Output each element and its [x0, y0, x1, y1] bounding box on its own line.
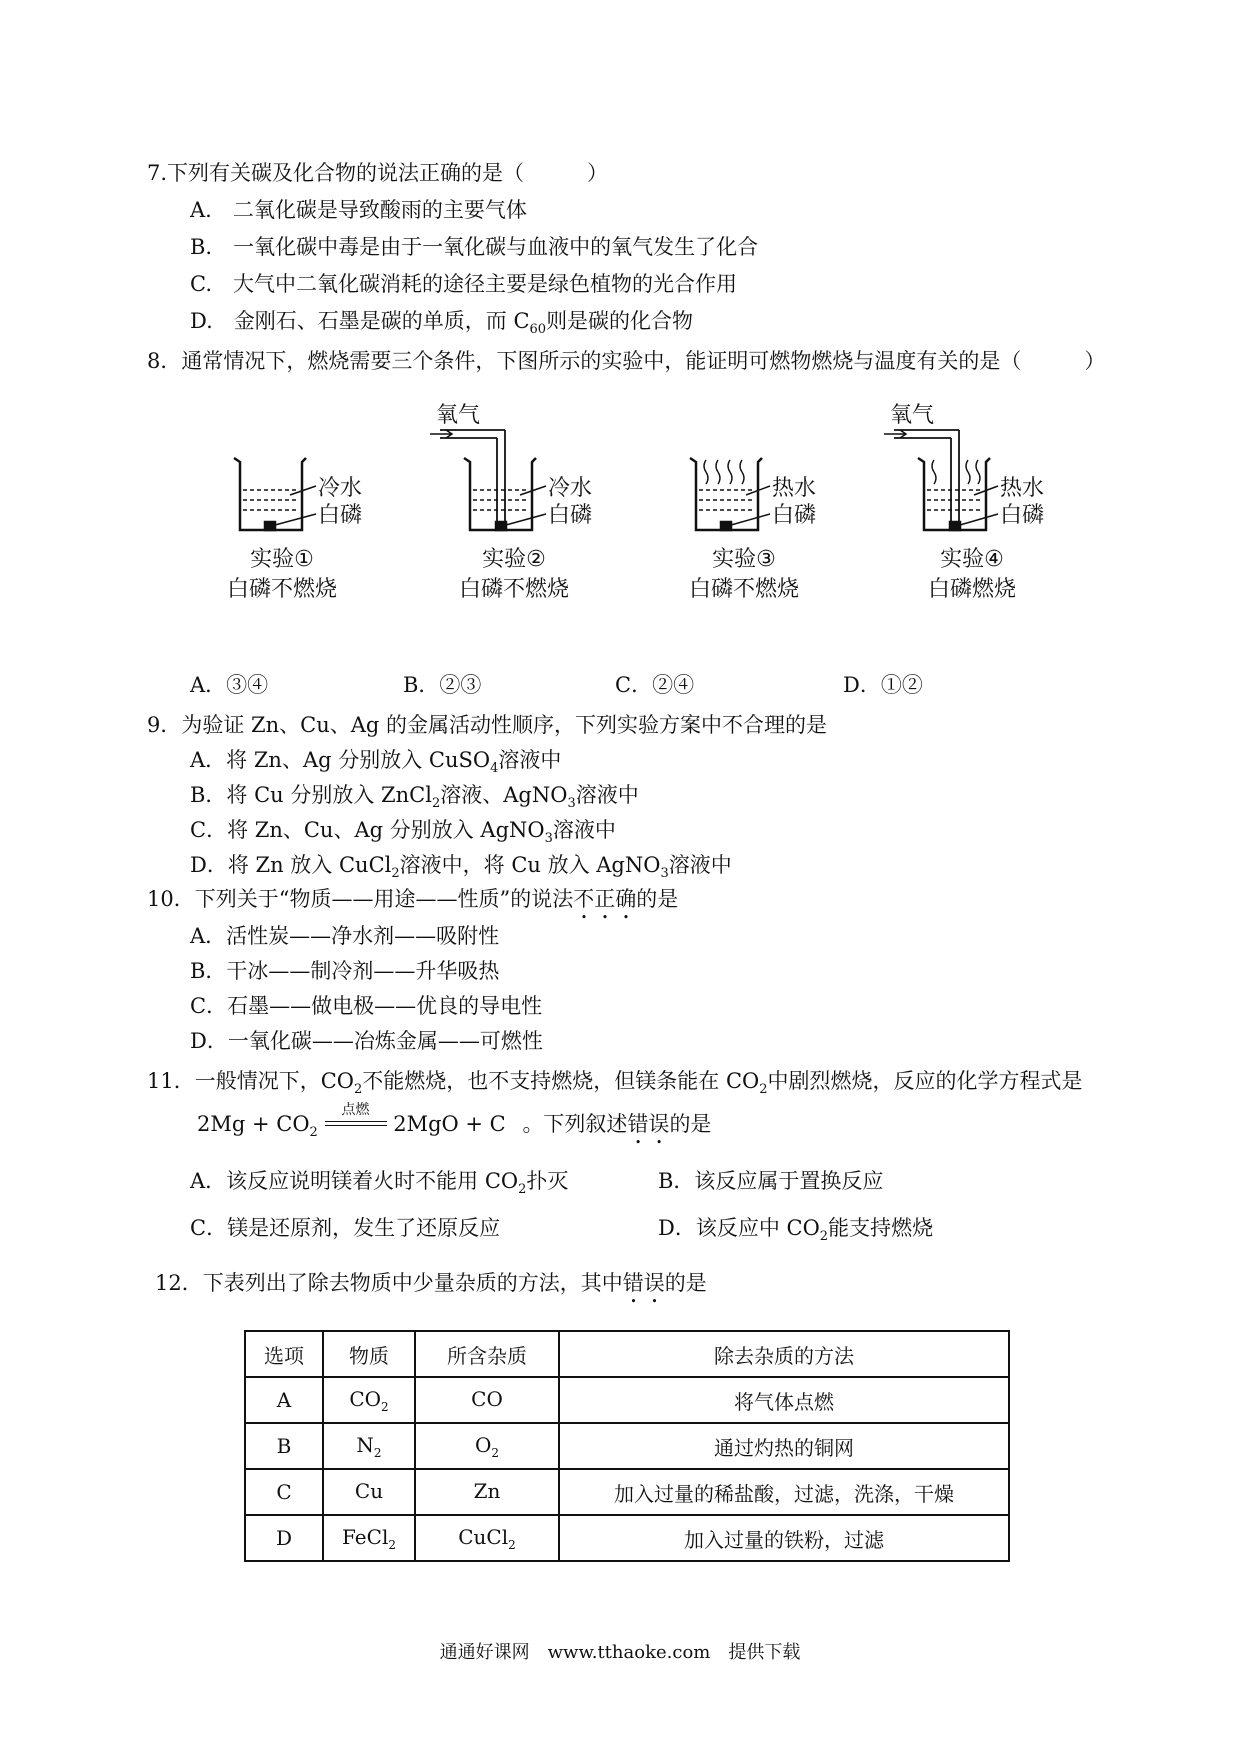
table-row: D FeCl$_2$ CuCl$_2$ 加入过量的铁粉，过滤 — [245, 1515, 1009, 1561]
q9-option-b: B．将 Cu 分别放入 ZnCl$_2$溶液、AgNO$_3$溶液中 — [190, 783, 639, 812]
q11-equation: $2Mg + CO_2$ 点燃 2MgO + C 。下列叙述错误的是 — [197, 1111, 711, 1149]
label-white-p-2: 白磷 — [548, 503, 593, 528]
table-header-row — [245, 1331, 1009, 1377]
q10-option-d: D．一氧化碳——冶炼金属——可燃性 — [190, 1029, 543, 1053]
q9-option-d: D．将 Zn 放入 CuCl$_2$溶液中，将 Cu 放入 AgNO$_3$溶液中 — [190, 853, 732, 882]
q8-option-c: C．②④ — [615, 673, 695, 697]
q8-figure — [0, 400, 1240, 660]
q11-option-c: C．镁是还原剂，发生了还原反应 — [190, 1216, 501, 1240]
label-hot-water-3: 热水 — [772, 476, 817, 501]
table-row: C Cu Zn 加入过量的稀盐酸，过滤，洗涤，干燥 — [245, 1469, 1009, 1515]
exp1-caption: 实验① 白磷不燃烧 — [226, 547, 337, 602]
eq-condition: 点燃 — [341, 1102, 370, 1118]
header-substance: 物质 — [323, 1331, 415, 1377]
impurity-table — [244, 1330, 1010, 1562]
table-row: B $N_2$ $O_2$ 通过灼热的铜网 — [245, 1423, 1009, 1469]
q8-option-a: A．③④ — [190, 673, 269, 697]
label-hot-water-4: 热水 — [1000, 476, 1045, 501]
q8-option-d: D．①② — [843, 673, 923, 697]
q11-option-b: B．该反应属于置换反应 — [658, 1169, 884, 1193]
footer: 通通好课网 www.tthaoke.com 提供下载 — [439, 1642, 801, 1663]
q8-option-b: B．②③ — [403, 673, 482, 697]
label-white-p-1: 白磷 — [318, 503, 363, 528]
q10-option-c: C．石墨——做电极——优良的导电性 — [190, 994, 543, 1018]
q9-stem: 9．为验证 Zn、Cu、Ag 的金属活动性顺序，下列实验方案中不合理的是 — [147, 713, 828, 737]
q11-option-a: A．该反应说明镁着火时不能用 $CO_2$扑灭 — [190, 1169, 569, 1198]
q7-option-d: D. 金刚石、石墨是碳的单质，而 $C_{60}$则是碳的化合物 — [190, 309, 694, 338]
q12-stem: 12．下表列出了除去物质中少量杂质的方法，其中错误的是 — [155, 1271, 707, 1295]
exp4-caption: 实验④ 白磷燃烧 — [927, 547, 1016, 602]
q9-option-c: C．将 Zn、Cu、Ag 分别放入 AgNO$_3$溶液中 — [190, 818, 616, 847]
beaker-3 — [690, 458, 770, 530]
table-row: A $CO_2$ CO 将气体点燃 — [245, 1377, 1009, 1423]
q7-stem: 7.下列有关碳及化合物的说法正确的是（ ） — [147, 161, 609, 185]
exp2-caption: 实验② 白磷不燃烧 — [458, 547, 569, 602]
exp3-caption: 实验③ 白磷不燃烧 — [688, 547, 799, 602]
beaker-1 — [234, 458, 316, 530]
label-cold-water-1: 冷水 — [318, 476, 363, 501]
header-method: 除去杂质的方法 — [559, 1331, 1009, 1377]
q10-stem: 10．下列关于“物质——用途——性质”的说法不正确的是 — [147, 887, 679, 911]
q11-stem: 11．一般情况下，$CO_2$不能燃烧，也不支持燃烧，但镁条能在 $CO_2$中剧烈燃烧，反应的化学方程式是 — [147, 1069, 1083, 1098]
q8-stem: 8．通常情况下，燃烧需要三个条件，下图所示的实验中，能证明可燃物燃烧与温度有关的是（ ） — [147, 349, 1106, 373]
label-white-p-4: 白磷 — [1000, 503, 1045, 528]
q10-option-b: B．干冰——制冷剂——升华吸热 — [190, 959, 500, 983]
q7-option-a: A. 二氧化碳是导致酸雨的主要气体 — [190, 198, 527, 222]
beaker-2 — [430, 430, 546, 530]
label-white-p-3: 白磷 — [772, 503, 817, 528]
label-cold-water-2: 冷水 — [548, 476, 593, 501]
q7-option-c: C. 大气中二氧化碳消耗的途径主要是绿色植物的光合作用 — [190, 272, 737, 296]
label-oxygen-2: 氧气 — [436, 403, 481, 428]
beaker-4 — [884, 430, 998, 530]
header-impurity: 所含杂质 — [415, 1331, 559, 1377]
q10-option-a: A．活性炭——净水剂——吸附性 — [190, 924, 500, 948]
q7-option-b: B. 一氧化碳中毒是由于一氧化碳与血液中的氧气发生了化合 — [190, 235, 759, 259]
label-oxygen-4: 氧气 — [890, 403, 935, 428]
q11-option-d: D．该反应中 $CO_2$能支持燃烧 — [658, 1216, 934, 1245]
header-option: 选项 — [245, 1331, 323, 1377]
q9-option-a: A．将 Zn、Ag 分别放入 CuSO$_4$溶液中 — [190, 748, 562, 777]
